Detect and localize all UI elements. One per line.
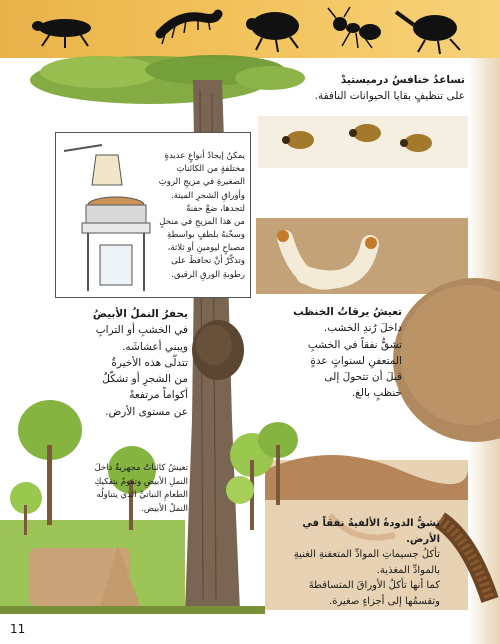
woodworm-line: المتعفنِ لسنواتٍ عدةٍ — [310, 354, 402, 367]
woodworm-caption — [260, 304, 402, 402]
woodworm-line: داخلَ رُندِ الخشب. — [323, 322, 402, 335]
earthworm-line: كما أنها تأكلُ الأوراقَ المتساقطةَ — [308, 580, 440, 591]
dung-beetle-caption — [255, 72, 465, 105]
termites-line: من الشجرِ أو تشكّلُ — [102, 373, 188, 386]
termites-caption — [60, 306, 188, 420]
earthworm-line: تأكلُ جسيماتِ الموادِّ المتعفنةِ الغنيةِ — [293, 549, 440, 560]
woodworm-title: تعيشُ يرقاتُ الخنظب — [293, 306, 402, 318]
termites-small-line: تعيشُ كائناتٌ مجهريةٌ داخلَ — [94, 463, 188, 473]
termites-line: عن مستوى الأرض. — [105, 405, 188, 418]
earthworm-line: وتقسمُها إلى أجزاءٍ صغيرة. — [329, 595, 440, 607]
woodworm-line: تشقُّ نفقاً في الخشبِ — [307, 338, 402, 351]
inset-line: مختلفةٍ من الكائناتِ — [176, 164, 245, 175]
termites-title: يحفرُ النملُ الأبيضُ — [92, 308, 188, 320]
woodworm-line: خنظبٍ بالغ. — [351, 387, 402, 400]
earthworm-line: بالموادِّ المغذية. — [376, 564, 440, 576]
inset-line: وتذكّرْ أنْ تحافظَ على — [171, 256, 245, 267]
termites-small-line: النملِ الأبيضِ وتقومُ بتفكيكِ — [94, 476, 188, 487]
sieve-lamp-illustration — [56, 133, 152, 295]
dung-beetle-title: تساعدُ خنافسُ درميستيدْ — [340, 74, 465, 86]
inset-line: وسخّنهُ بلطفٍ بواسطةِ — [167, 230, 245, 241]
termites-line: أكواماً مرتفعةً — [129, 389, 188, 402]
inset-text — [150, 150, 245, 282]
inset-line: رطوبةِ الورقِ الرقيق. — [171, 269, 245, 280]
termites-small-caption — [50, 462, 188, 516]
larvae-illustration — [256, 218, 468, 294]
termites-line: ويبني أعشاشَه. — [122, 340, 188, 353]
inset-line: من هذا المزيجِ في منخلٍ — [159, 216, 245, 227]
dung-beetle-body: على تنظيفٍ بقايا الحيوانات النافقة. — [314, 90, 465, 103]
termites-line: في الخشبِ أو الترابِ — [95, 324, 188, 337]
termites-small-line: النملُ الأبيض. — [141, 503, 188, 514]
inset-line: وأوراقِ الشجرِ الميتة. — [170, 190, 245, 201]
inset-line: لتجدها، ضعْ حفنةً — [186, 203, 245, 214]
page-number: 11 — [10, 622, 26, 636]
termites-line: تتدلّى هذه الأخيرةُ — [111, 356, 188, 369]
earthworm-caption — [268, 516, 440, 609]
termites-small-line: الطعامِ النباتيِّ الذي يتناولُه — [96, 490, 188, 501]
inset-line: يمكنُ إيجادُ أنواعٍ عديدةٍ — [164, 151, 245, 161]
woodworm-line: قبلَ أن تتحولَ إلى — [324, 371, 402, 384]
beetles-illustration — [258, 116, 468, 168]
earthworm-title: تشقُّ الدودةُ الألفيةُ نفقاً في الأرض. — [302, 518, 440, 545]
inset-line: الصغيرةِ في مزيجِ الروثِ — [158, 177, 245, 188]
inset-line: مصباحٍ ليومينِ أو ثلاثة، — [167, 243, 245, 254]
